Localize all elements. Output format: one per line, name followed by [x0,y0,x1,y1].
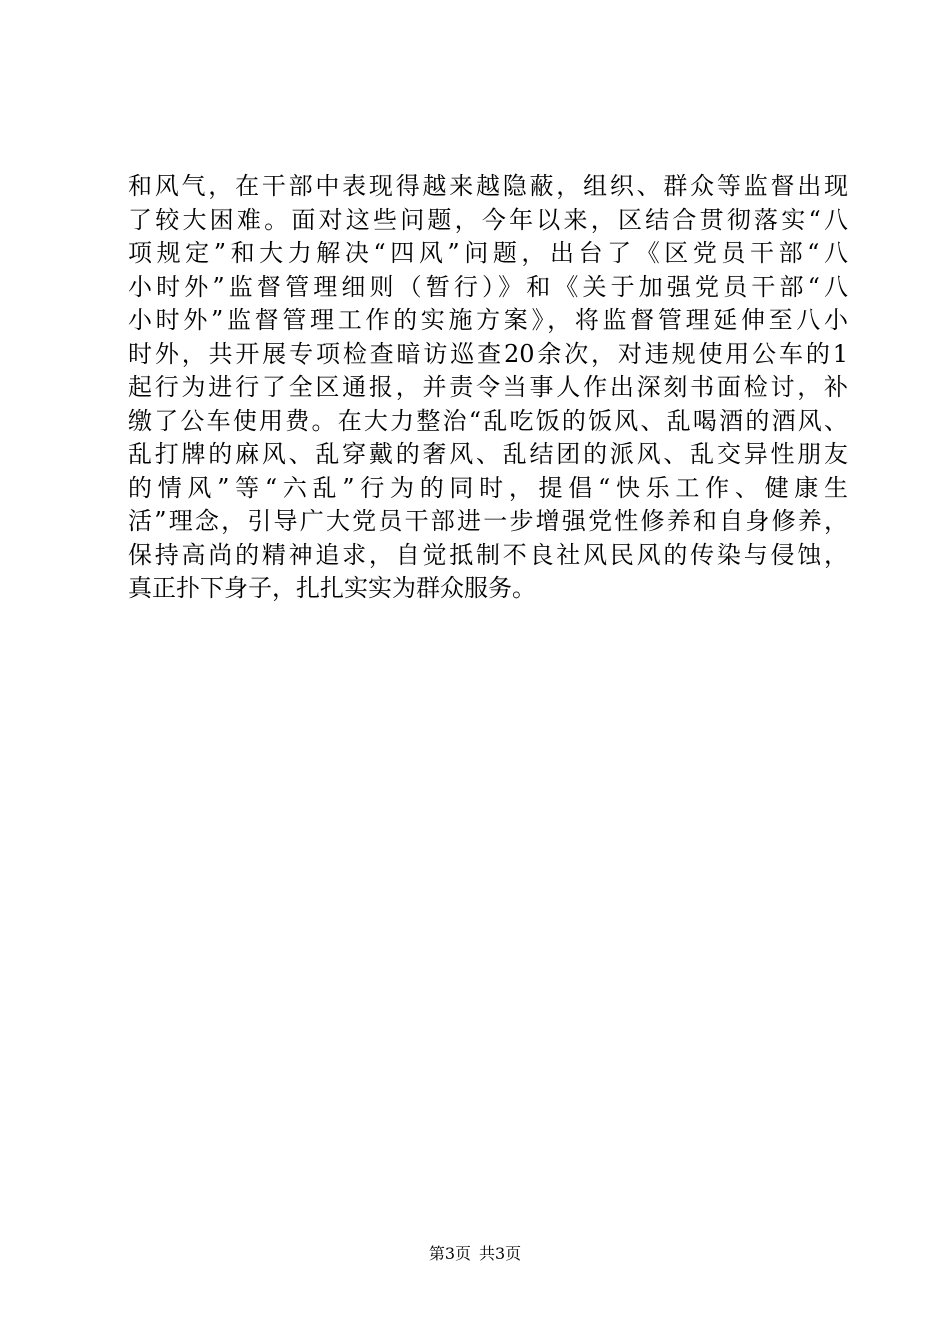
text-line: 起行为进行了全区通报，并责令当事人作出深刻书面检讨，补 [128,373,848,401]
text-line: 时外，共开展专项检查暗访巡查20余次，对违规使用公车的1 [128,339,848,368]
text-line: 真正扑下身子，扎扎实实为群众服务。 [128,574,536,602]
page-footer [0,1244,950,1264]
text-line: 小时外”监督管理工作的实施方案》，将监督管理延伸至八小 [128,306,848,334]
page-number-total: 共3页 [479,1244,522,1263]
text-line: 保持高尚的精神追求，自觉抵制不良社风民风的传染与侵蚀， [128,540,848,569]
text-line: 缴了公车使用费。在大力整治“乱吃饭的饭风、乱喝酒的酒风、 [128,406,848,435]
text-line: 了较大困难。面对这些问题，今年以来，区结合贯彻落实“八 [128,205,848,234]
text-line: 乱打牌的麻风、乱穿戴的奢风、乱结团的派风、乱交异性朋友 [128,440,848,468]
body-paragraph [128,170,848,606]
text-line: 项规定”和大力解决“四风”问题，出台了《区党员干部“八 [128,239,848,267]
text-line: 活”理念，引导广大党员干部进一步增强党性修养和自身修养， [128,507,848,535]
text-line: 和风气，在干部中表现得越来越隐蔽，组织、群众等监督出现 [128,172,848,200]
page-number-current: 第3页 [428,1244,471,1263]
text-line: 小时外”监督管理细则（暂行）》和《关于加强党员干部“八 [128,272,848,301]
text-line: 的情风”等“六乱”行为的同时，提倡“快乐工作、健康生 [128,473,848,502]
